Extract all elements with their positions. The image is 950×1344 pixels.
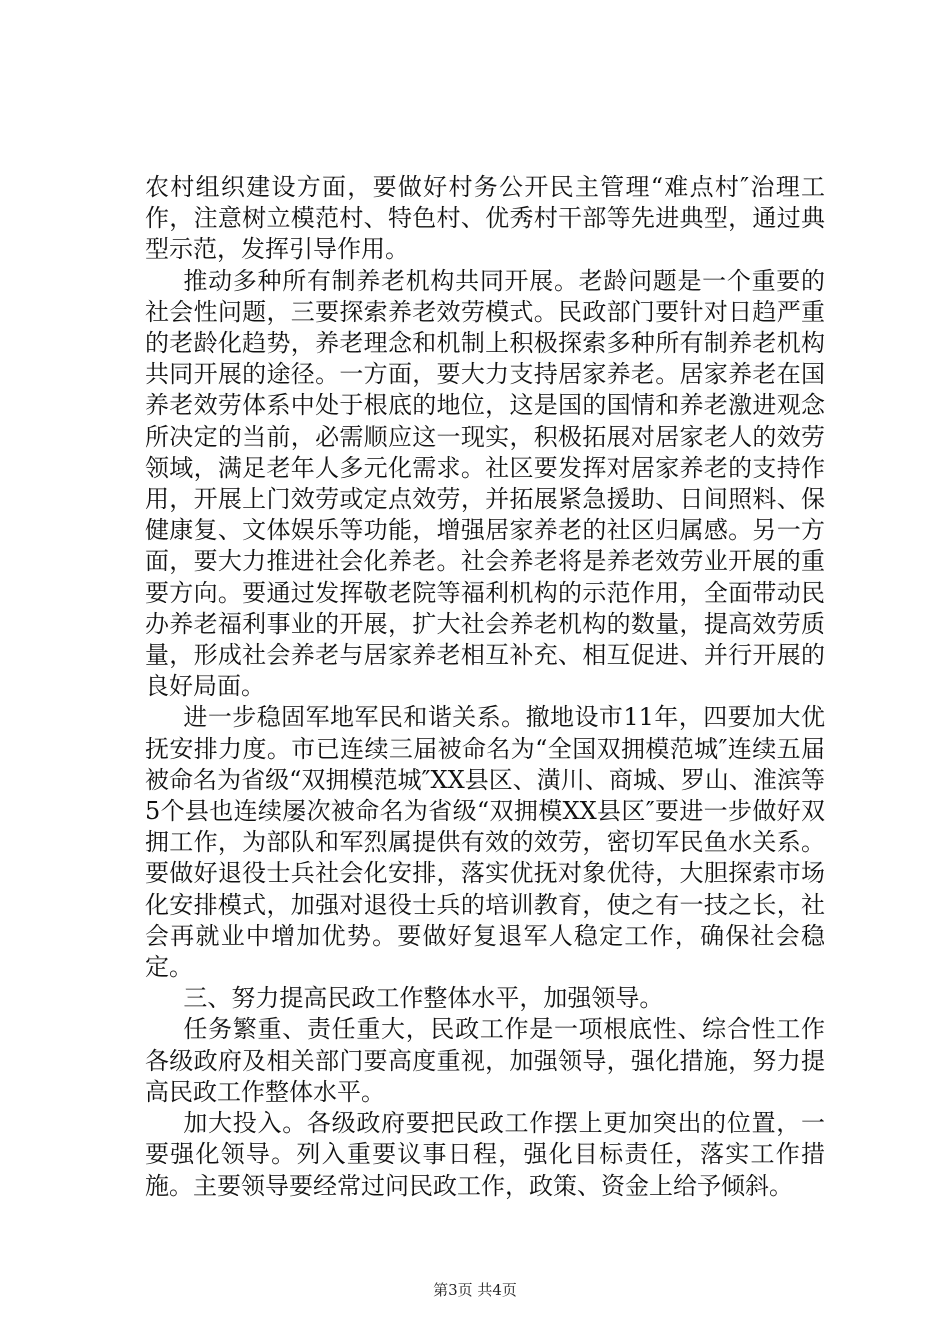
paragraph-military-civilian: 进一步稳固军地军民和谐关系。撤地设市11年，四要加大优抚安排力度。市已连续三届被命名为“全国双拥模范城″连续五届被命名为省级“双拥模范城″XX县区、潢川、商城、罗山、淮滨等5个县也连续屡次被命名为省级“双拥模XX县区″要进一步做好双拥工作，为部队和军烈属提供有效的效劳，密切军民鱼水关系。要做好退役士兵社会化安排，落实优抚对象优待，大胆探索市场化安排模式，加强对退役士兵的培训教育，使之有一技之长，社会再就业中增加优势。要做好复退军人稳定工作，确保社会稳定。 — [145, 703, 825, 982]
paragraph-leadership: 任务繁重、责任重大，民政工作是一项根底性、综合性工作各级政府及相关部门要高度重视，加强领导，强化措施，努力提高民政工作整体水平。 — [145, 1015, 825, 1106]
paragraph-investment: 加大投入。各级政府要把民政工作摆上更加突出的位置，一要强化领导。列入重要议事日程，强化目标责任，落实工作措施。主要领导要经常过问民政工作，政策、资金上给予倾斜。 — [145, 1109, 825, 1200]
paragraph-elderly-care: 推动多种所有制养老机构共同开展。老龄问题是一个重要的社会性问题，三要探索养老效劳模式。民政部门要针对日趋严重的老龄化趋势，养老理念和机制上积极探索多种所有制养老机构共同开展的途径。一方面，要大力支持居家养老。居家养老在国养老效劳体系中处于根底的地位，这是国的国情和养老激进观念所决定的当前，必需顺应这一现实，积极拓展对居家老人的效劳领域，满足老年人多元化需求。社区要发挥对居家养老的支持作用，开展上门效劳或定点效劳，并拓展紧急援助、日间照料、保健康复、文体娱乐等功能，增强居家养老的社区归属感。另一方面，要大力推进社会化养老。社会养老将是养老效劳业开展的重要方向。要通过发挥敬老院等福利机构的示范作用，全面带动民办养老福利事业的开展，扩大社会养老机构的数量，提高效劳质量，形成社会养老与居家养老相互补充、相互促进、并行开展的良好局面。 — [145, 266, 825, 701]
paragraph-rural-organization: 农村组织建设方面，要做好村务公开民主管理“难点村″治理工作，注意树立模范村、特色村、优秀村干部等先进典型，通过典型示范，发挥引导作用。 — [145, 173, 825, 264]
section-heading-three: 三、努力提高民政工作整体水平，加强领导。 — [183, 984, 664, 1013]
document-body — [145, 172, 825, 1202]
page-number-footer: 第3页 共4页 — [433, 1281, 517, 1299]
